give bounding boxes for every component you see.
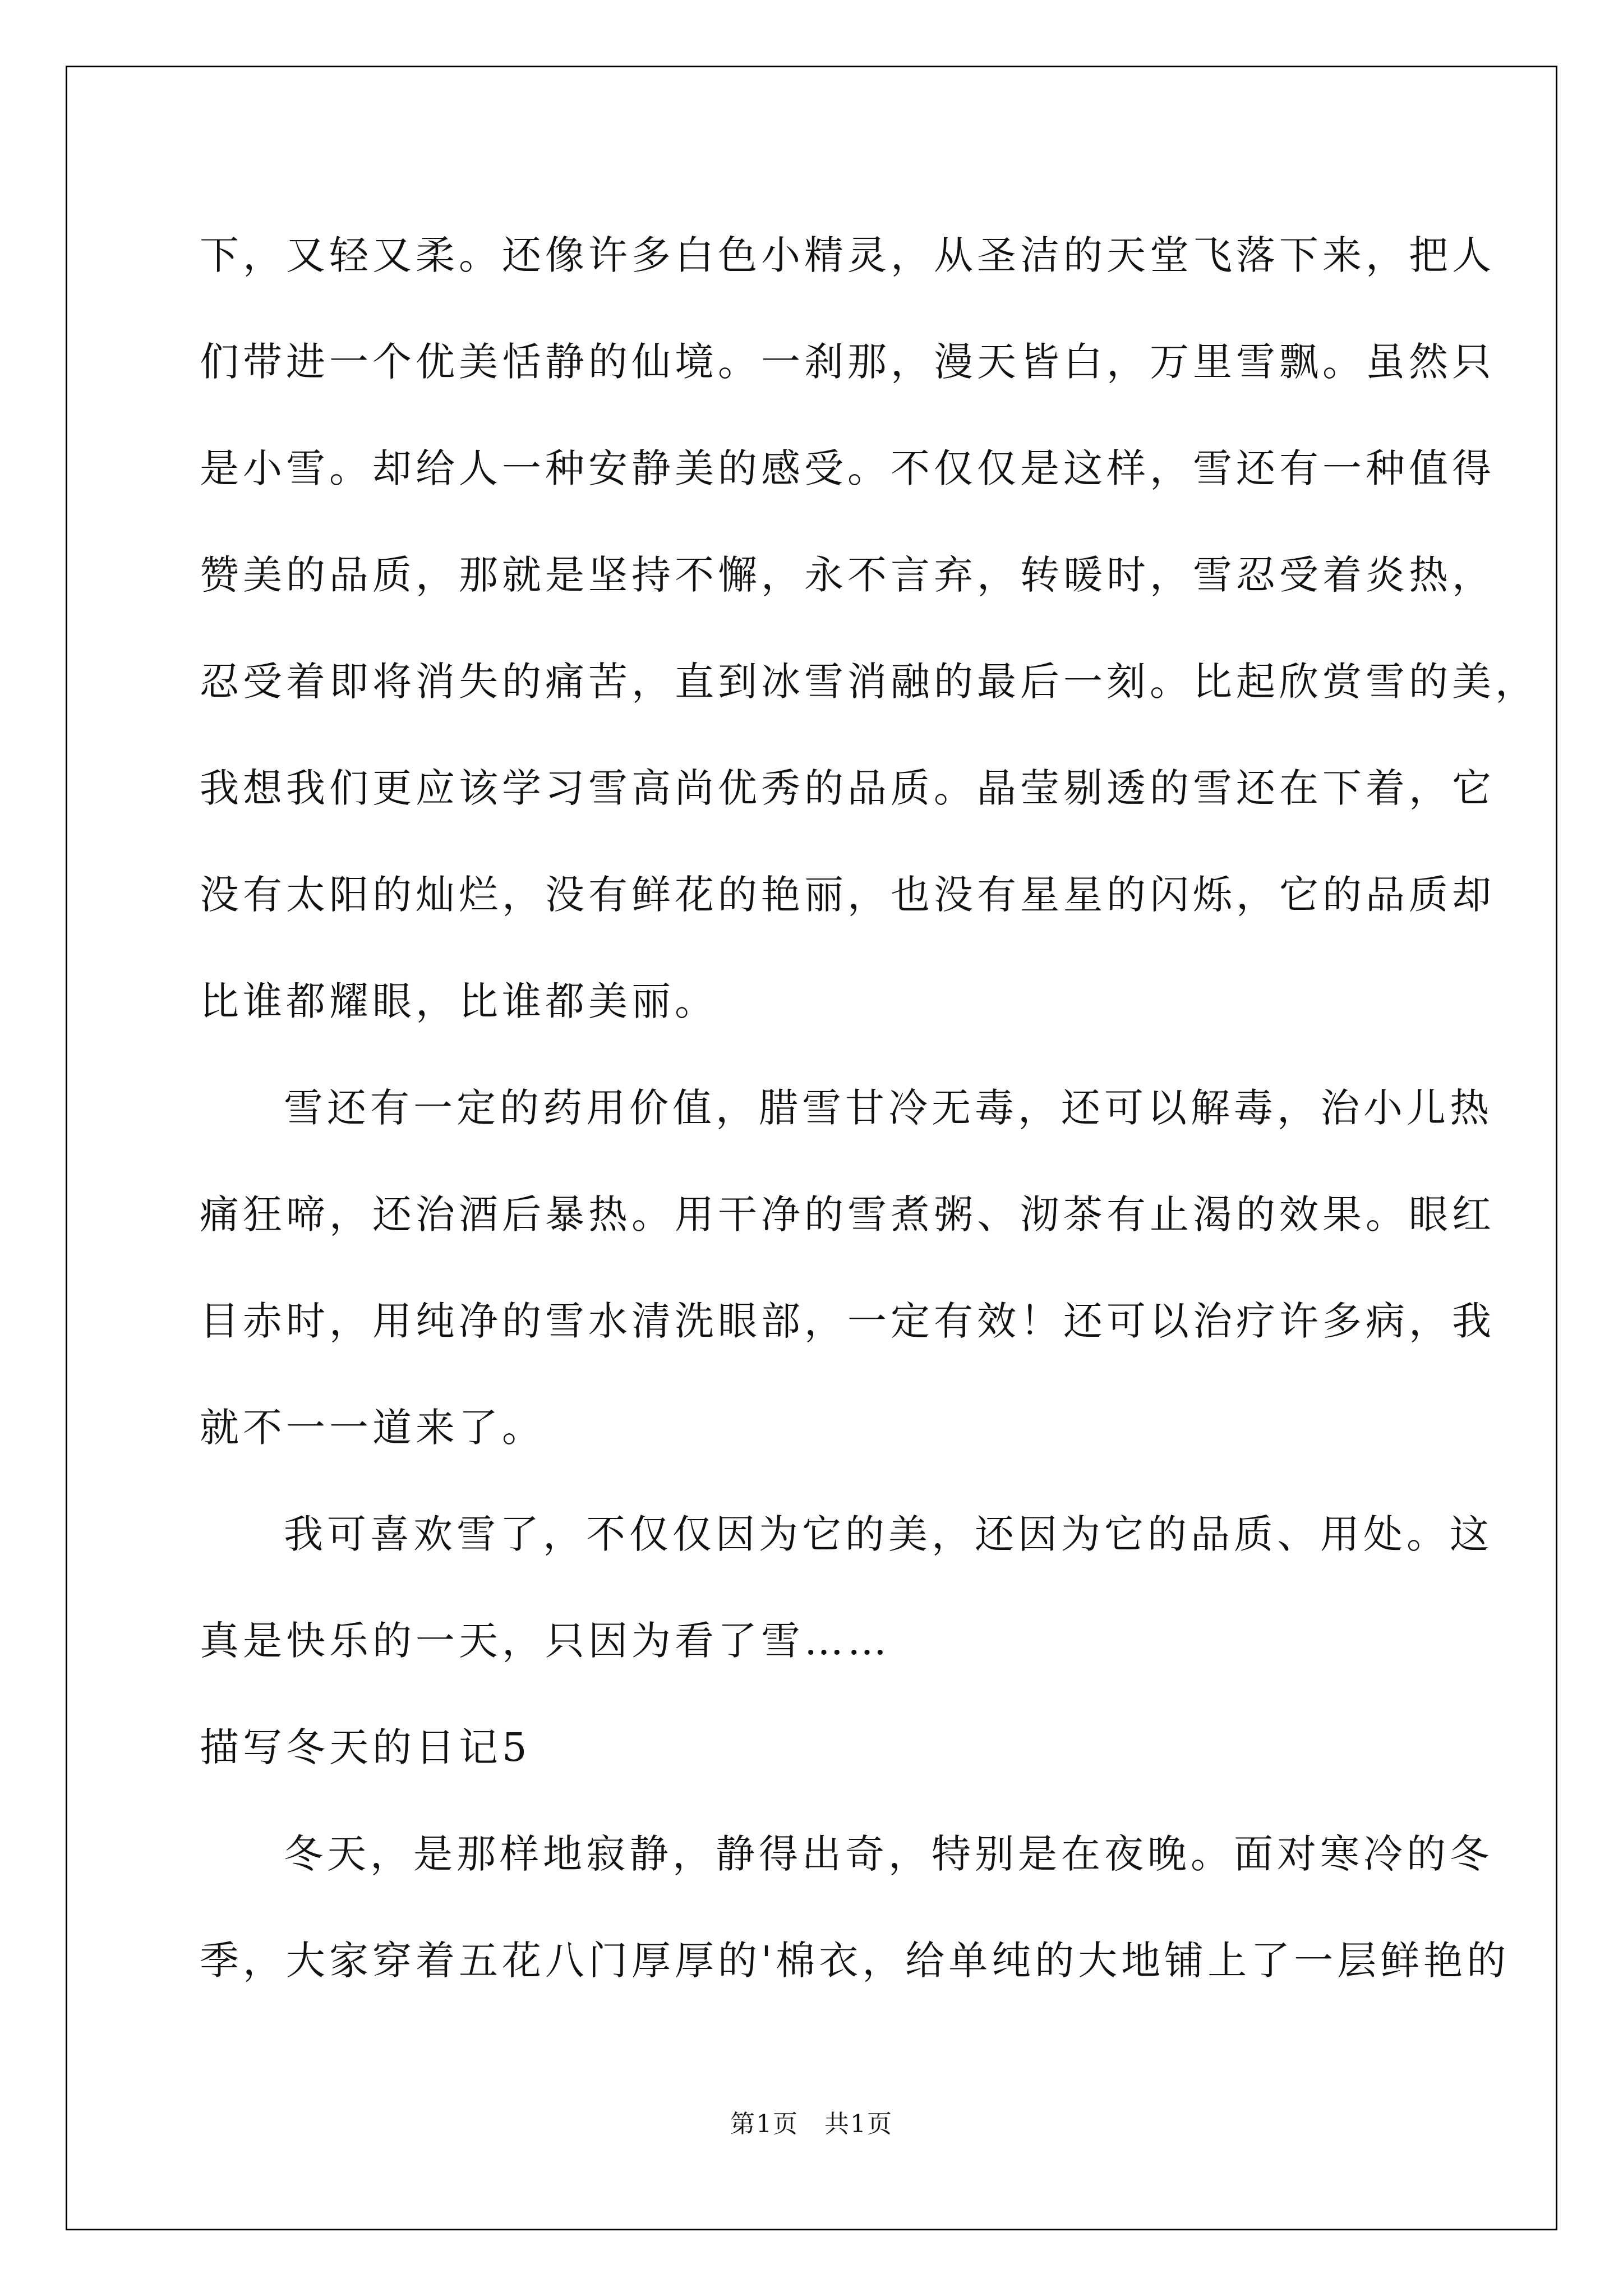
text-line: 我可喜欢雪了，不仅仅因为它的美，还因为它的品质、用处。这 [284,1511,1493,1557]
text-line: 痛狂啼，还治酒后暴热。用干净的雪煮粥、沏茶有止渴的效果。眼红 [200,1191,1495,1237]
section-heading [200,1705,1467,1812]
text-line: 没有太阳的灿烂，没有鲜花的艳丽，也没有星星的闪烁，它的品质却 [200,872,1495,918]
heading-line: 描写冬天的日记5 [200,1724,531,1770]
text-line: 下，又轻又柔。还像许多白色小精灵，从圣洁的天堂飞落下来，把人 [200,232,1495,278]
text-line: 真是快乐的一天，只因为看了雪…… [200,1618,891,1664]
text-line: 就不一一道来了。 [200,1405,545,1451]
text-line: 冬天，是那样地寂静，静得出奇，特别是在夜晚。面对寒冷的冬 [284,1831,1493,1877]
text-line: 我想我们更应该学习雪高尚优秀的品质。晶莹剔透的雪还在下着，它 [200,765,1495,811]
page-number: 第1页 共1页 [730,2110,893,2138]
text-line: 比谁都耀眼，比谁都美丽。 [200,978,718,1024]
text-line: 是小雪。却给人一种安静美的感受。不仅仅是这样，雪还有一种值得 [200,445,1495,491]
paragraph-3 [200,1492,1493,1705]
document-body [200,213,1538,2025]
text-line: 雪还有一定的药用价值，腊雪甘冷无毒，还可以解毒，治小儿热 [284,1085,1493,1131]
paragraph-4 [200,1812,1510,2025]
paragraph-2 [200,1066,1495,1492]
text-line: 季，大家穿着五花八门厚厚的'棉衣，给单纯的大地铺上了一层鲜艳的 [200,1938,1510,1984]
text-line: 赞美的品质，那就是坚持不懈，永不言弃，转暖时，雪忍受着炎热， [200,552,1495,598]
text-line: 目赤时，用纯净的雪水清洗眼部，一定有效！还可以治疗许多病，我 [200,1298,1495,1344]
text-line: 忍受着即将消失的痛苦，直到冰雪消融的最后一刻。比起欣赏雪的美， [200,659,1538,705]
text-line: 们带进一个优美恬静的仙境。一刹那，漫天皆白，万里雪飘。虽然只 [200,339,1495,385]
paragraph-1 [200,213,1538,1066]
